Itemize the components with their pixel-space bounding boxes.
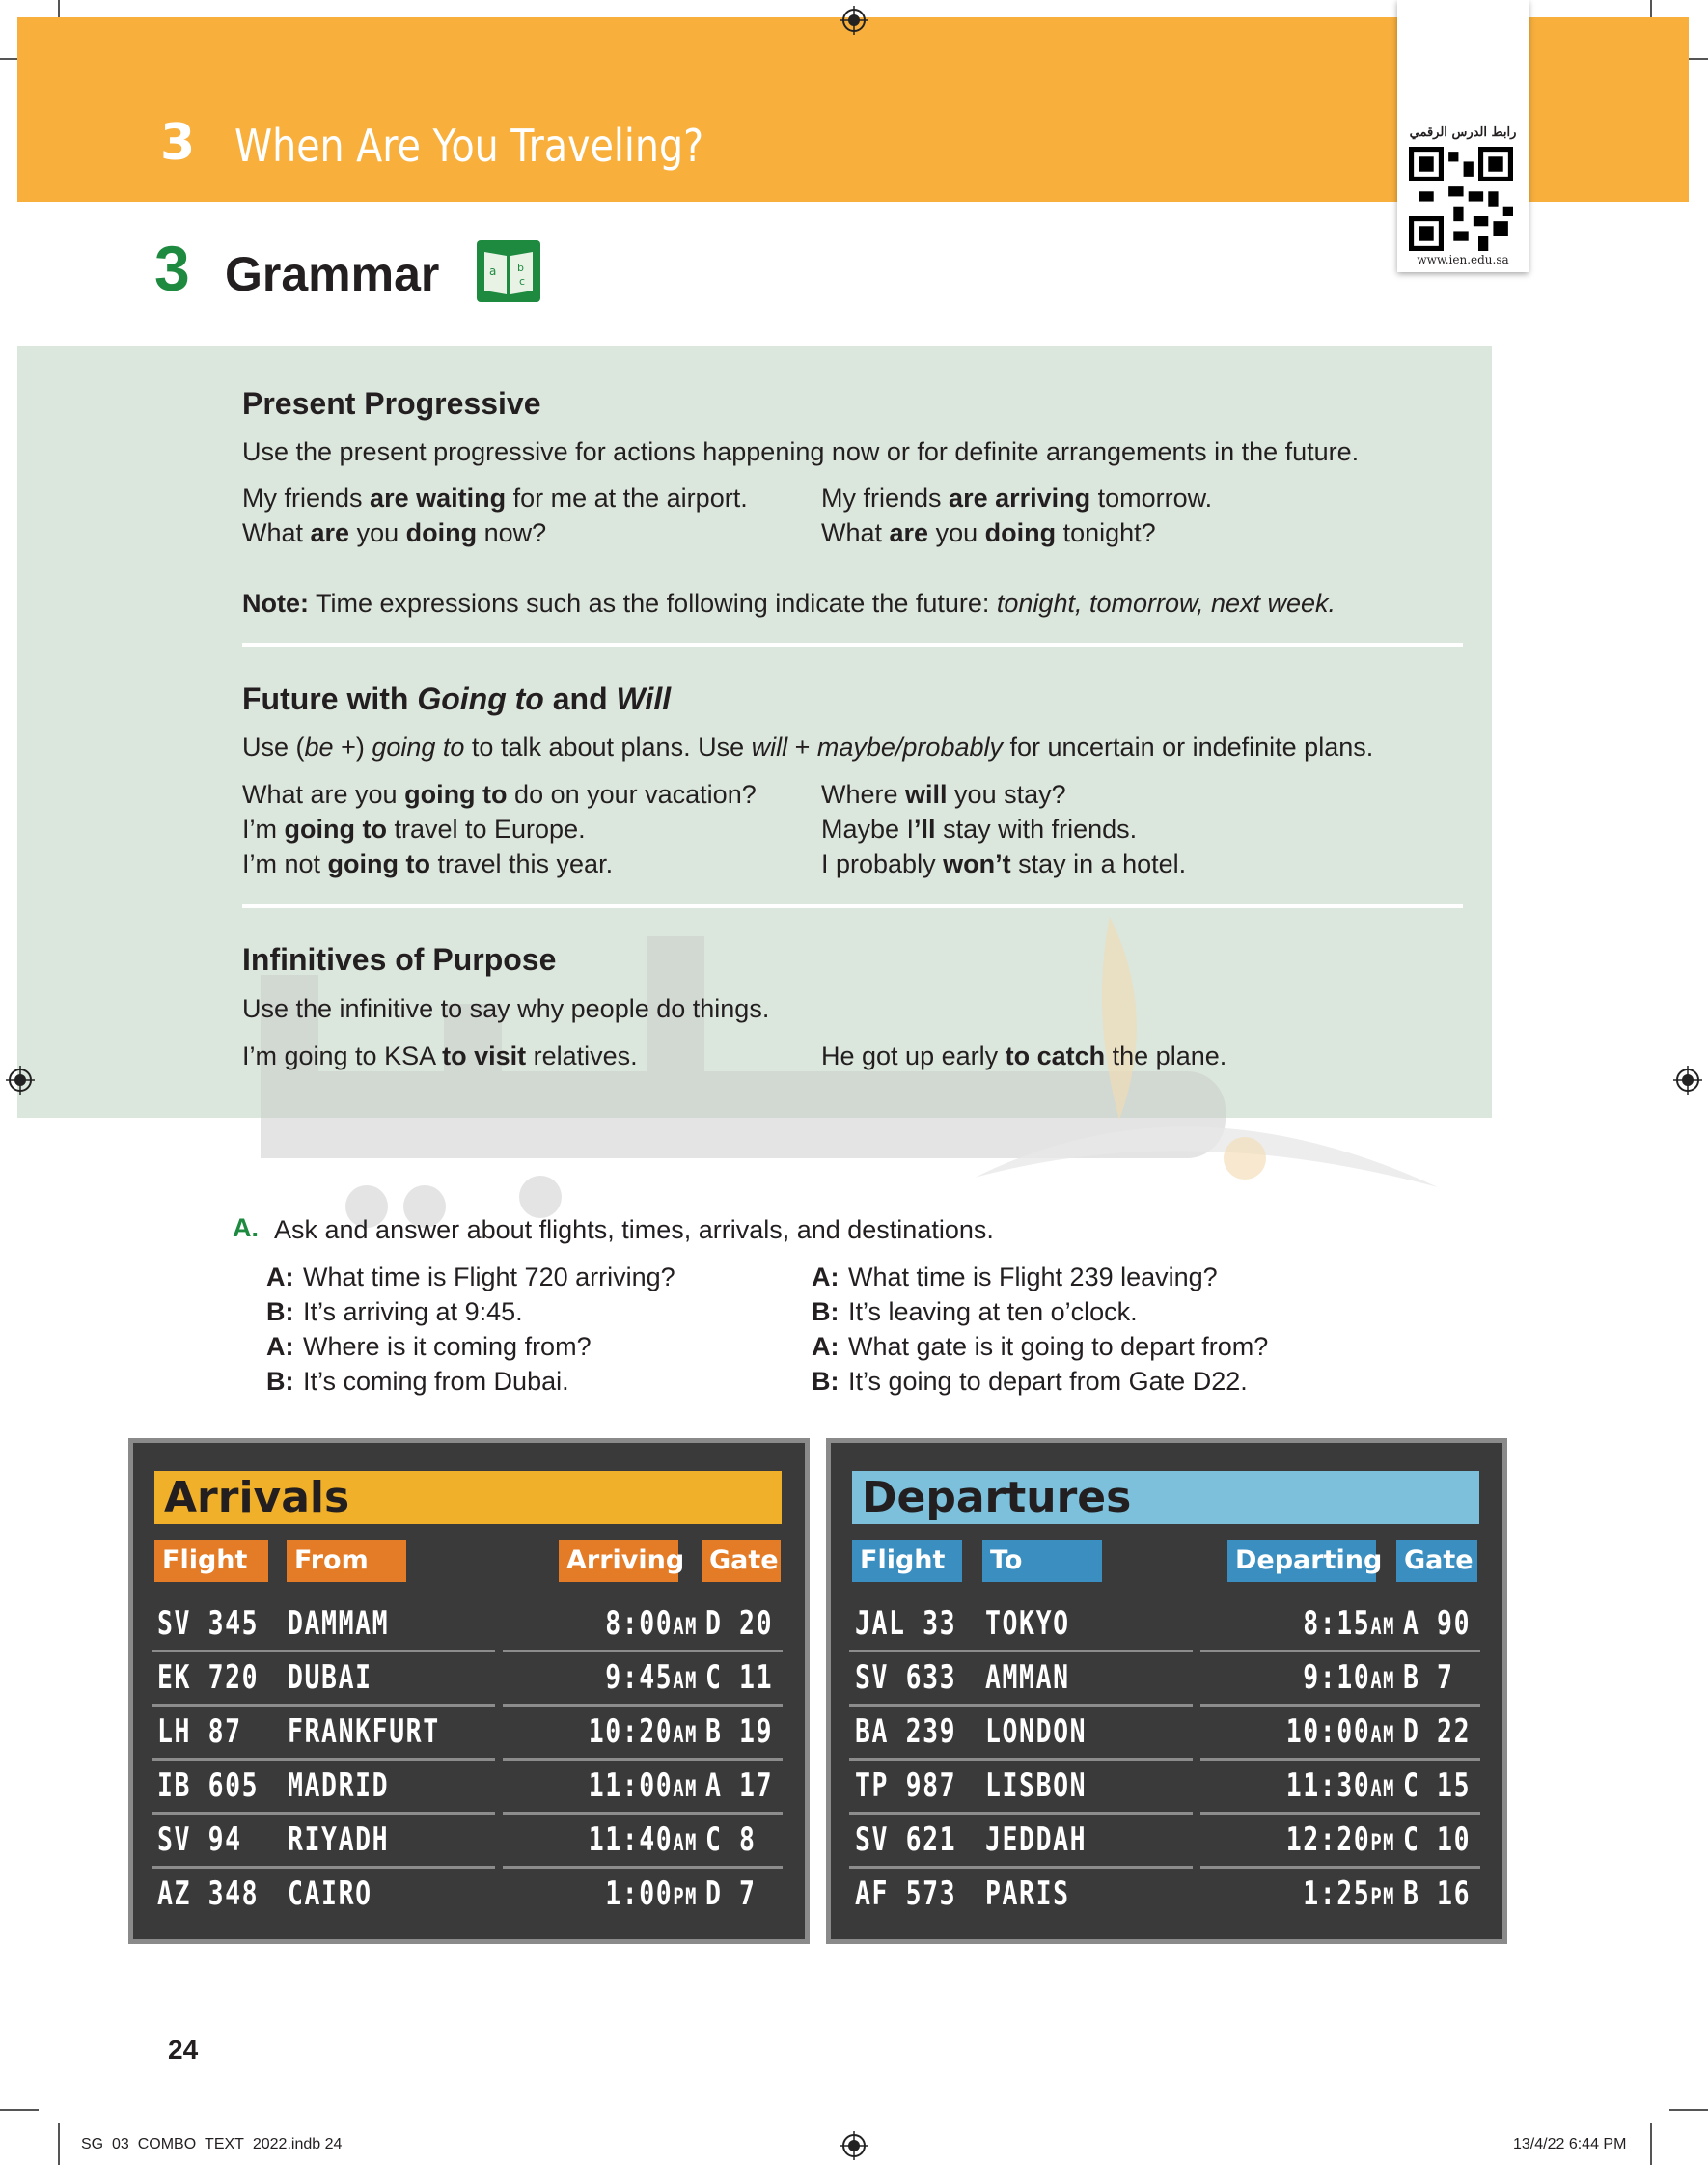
example-line <box>821 481 1212 515</box>
flight-city: AMMAN <box>985 1658 1070 1697</box>
flight-number: SV 621 <box>855 1820 957 1859</box>
example-text: stay with friends. <box>935 815 1138 844</box>
svg-text:b: b <box>517 262 524 274</box>
example-bold: going to <box>284 815 387 844</box>
row-divider <box>503 1650 783 1652</box>
flight-gate: C 8 <box>705 1820 757 1859</box>
svg-text:c: c <box>519 275 526 288</box>
qr-code-icon[interactable] <box>1409 147 1513 251</box>
dialogue-text: Where is it coming from? <box>303 1332 592 1361</box>
note-text: Time expressions such as the following indicate the future: <box>309 589 997 618</box>
unit-title: When Are You Traveling? <box>234 120 704 172</box>
rule-text: Use ( <box>242 733 305 762</box>
crop-mark <box>0 2109 39 2111</box>
speaker: A: <box>266 1332 294 1361</box>
flight-city: CAIRO <box>288 1874 372 1913</box>
dialogue-right <box>812 1260 1268 1399</box>
rule-italic: maybe/probably <box>816 733 1003 762</box>
departures-col-flight: Flight <box>852 1540 962 1582</box>
speaker: B: <box>812 1367 840 1396</box>
example-text: I’m <box>242 815 285 844</box>
arrivals-title: Arrivals <box>154 1471 782 1524</box>
departures-col-time: Departing <box>1227 1540 1376 1582</box>
flight-city: LISBON <box>985 1766 1088 1805</box>
row-divider <box>152 1650 495 1652</box>
example-bold: will <box>905 780 948 809</box>
exercise-letter: A. <box>233 1213 259 1242</box>
heading-text: Future with <box>242 681 418 716</box>
row-divider <box>1200 1866 1480 1869</box>
row-divider <box>152 1812 495 1815</box>
example-text: My friends <box>242 484 371 513</box>
example-line <box>242 481 748 515</box>
arrivals-col-time: Arriving <box>559 1540 678 1582</box>
flight-time: 1:25PM <box>1303 1874 1395 1913</box>
flight-gate: D 7 <box>705 1874 757 1913</box>
flight-city: TOKYO <box>985 1604 1070 1643</box>
row-divider <box>849 1812 1193 1815</box>
example-text: you <box>349 518 406 547</box>
example-text: for me at the airport. <box>506 484 748 513</box>
example-text: What <box>242 518 311 547</box>
unit-number: 3 <box>160 114 196 172</box>
flight-ampm: AM <box>673 1667 698 1694</box>
flight-city: JEDDAH <box>985 1820 1088 1859</box>
row-divider <box>849 1704 1193 1707</box>
example-bold: are arriving <box>949 484 1091 513</box>
section-title: Grammar <box>225 247 440 301</box>
example-bold: to visit <box>442 1041 527 1070</box>
example-text: Where <box>821 780 906 809</box>
rule-text: for uncertain or indefinite plans. <box>1003 733 1374 762</box>
example-text: My friends <box>821 484 950 513</box>
flight-gate: B 16 <box>1403 1874 1472 1913</box>
crop-mark <box>58 2123 60 2165</box>
flight-gate: A 17 <box>705 1766 774 1805</box>
example-text: you <box>928 518 985 547</box>
flight-city: DAMMAM <box>288 1604 390 1643</box>
speaker: A: <box>812 1332 840 1361</box>
dialogue-line <box>812 1364 1268 1399</box>
flight-city: DUBAI <box>288 1658 372 1697</box>
grammar-book-icon <box>475 238 542 304</box>
example-text: the plane. <box>1105 1041 1227 1070</box>
departures-col-gate: Gate <box>1396 1540 1477 1582</box>
row-divider <box>849 1650 1193 1652</box>
row-divider <box>1200 1704 1480 1707</box>
flight-gate: A 90 <box>1403 1604 1472 1643</box>
example-bold: are <box>889 518 929 547</box>
rule-text: +) <box>333 733 372 762</box>
dialogue-text: It’s coming from Dubai. <box>303 1367 569 1396</box>
future-heading <box>242 681 671 717</box>
row-divider <box>1200 1812 1480 1815</box>
example-bold: going to <box>404 780 508 809</box>
example-line <box>242 515 546 550</box>
flight-ampm: AM <box>673 1829 698 1856</box>
speaker: B: <box>812 1297 840 1326</box>
dialogue-line <box>812 1260 1268 1294</box>
example-line <box>242 777 757 812</box>
flight-ampm: AM <box>1370 1721 1395 1748</box>
example-text: travel this year. <box>430 849 614 878</box>
flight-number: SV 345 <box>157 1604 260 1643</box>
infinitives-rule: Use the infinitive to say why people do things. <box>242 994 770 1023</box>
example-line <box>242 847 613 881</box>
row-divider <box>503 1866 783 1869</box>
dialogue-text: What gate is it going to depart from? <box>848 1332 1269 1361</box>
flight-gate: D 20 <box>705 1604 774 1643</box>
flight-ampm: AM <box>673 1613 698 1640</box>
dialogue-line <box>266 1329 675 1364</box>
flight-ampm: PM <box>1370 1883 1395 1910</box>
example-line <box>242 1039 638 1073</box>
row-divider <box>1200 1758 1480 1761</box>
arrivals-col-gate: Gate <box>702 1540 781 1582</box>
rule-italic: be <box>304 733 334 762</box>
departures-title: Departures <box>852 1471 1479 1524</box>
flight-time: 10:20AM <box>588 1712 698 1751</box>
example-text: I probably <box>821 849 944 878</box>
flight-gate: C 15 <box>1403 1766 1472 1805</box>
flight-number: BA 239 <box>855 1712 957 1751</box>
registration-mark-icon <box>6 1066 35 1095</box>
arrivals-col-from: From <box>287 1540 406 1582</box>
flight-time: 12:20PM <box>1285 1820 1395 1859</box>
flight-number: JAL 33 <box>855 1604 957 1643</box>
example-bold: are waiting <box>370 484 507 513</box>
flight-city: PARIS <box>985 1874 1070 1913</box>
svg-text:a: a <box>489 264 497 278</box>
example-bold: are <box>310 518 350 547</box>
example-text: relatives. <box>526 1041 638 1070</box>
present-progressive-rule: Use the present progressive for actions happening now or for definite arrangements in the future. <box>242 437 1360 466</box>
flight-ampm: AM <box>1370 1775 1395 1802</box>
crop-mark <box>1650 2123 1652 2165</box>
flight-city: MADRID <box>288 1766 390 1805</box>
dialogue-text: It’s leaving at ten o’clock. <box>848 1297 1138 1326</box>
exercise-instruction: Ask and answer about flights, times, arrivals, and destinations. <box>274 1215 994 1244</box>
row-divider <box>1200 1650 1480 1652</box>
footer-date: 13/4/22 6:44 PM <box>1513 2136 1627 2152</box>
flight-number: SV 94 <box>157 1820 242 1859</box>
dialogue-line <box>812 1294 1268 1329</box>
flight-number: IB 605 <box>157 1766 260 1805</box>
flight-time: 8:00AM <box>605 1604 698 1643</box>
example-text: I’m not <box>242 849 328 878</box>
example-text: you stay? <box>947 780 1066 809</box>
flight-time: 8:15AM <box>1303 1604 1395 1643</box>
dialogue-line <box>266 1294 675 1329</box>
flight-number: EK 720 <box>157 1658 260 1697</box>
heading-italic: Going to <box>417 681 544 716</box>
example-bold: won’t <box>943 849 1011 878</box>
flight-time: 11:00AM <box>588 1766 698 1805</box>
note-line <box>242 586 1336 621</box>
speaker: A: <box>266 1263 294 1291</box>
row-divider <box>152 1758 495 1761</box>
example-text: tomorrow. <box>1090 484 1213 513</box>
flight-gate: C 10 <box>1403 1820 1472 1859</box>
example-text: What <box>821 518 890 547</box>
dialogue-line <box>266 1260 675 1294</box>
present-progressive-heading: Present Progressive <box>242 386 541 421</box>
dialogue-text: It’s arriving at 9:45. <box>303 1297 523 1326</box>
flight-gate: B 19 <box>705 1712 774 1751</box>
qr-caption: رابط الدرس الرقمي <box>1409 125 1517 140</box>
example-text: do on your vacation? <box>507 780 757 809</box>
example-line <box>821 515 1156 550</box>
flight-time: 10:00AM <box>1285 1712 1395 1751</box>
flight-ampm: AM <box>673 1721 698 1748</box>
footer-file: SG_03_COMBO_TEXT_2022.indb 24 <box>81 2136 343 2152</box>
example-line <box>821 847 1186 881</box>
example-text: I’m going to KSA <box>242 1041 443 1070</box>
speaker: B: <box>266 1367 294 1396</box>
qr-url[interactable]: www.ien.edu.sa <box>1417 253 1509 266</box>
rule-italic: will <box>751 733 788 762</box>
example-line <box>821 1039 1226 1073</box>
speaker: A: <box>812 1263 840 1291</box>
row-divider <box>503 1758 783 1761</box>
rule-text: + <box>787 733 817 762</box>
heading-italic: Will <box>616 681 672 716</box>
flight-ampm: AM <box>1370 1613 1395 1640</box>
crop-mark <box>1669 2109 1708 2111</box>
dialogue-line <box>266 1364 675 1399</box>
flight-city: RIYADH <box>288 1820 390 1859</box>
flight-time: 1:00PM <box>605 1874 698 1913</box>
row-divider <box>503 1812 783 1815</box>
registration-mark-icon <box>840 6 868 35</box>
rule-text: to talk about plans. Use <box>464 733 752 762</box>
example-line <box>821 777 1066 812</box>
flight-number: AF 573 <box>855 1874 957 1913</box>
flight-number: SV 633 <box>855 1658 957 1697</box>
flight-number: AZ 348 <box>157 1874 260 1913</box>
example-bold: doing <box>405 518 478 547</box>
example-text: He got up early <box>821 1041 1006 1070</box>
flight-time: 9:10AM <box>1303 1658 1395 1697</box>
dialogue-text: It’s going to depart from Gate D22. <box>848 1367 1248 1396</box>
registration-mark-icon <box>840 2131 868 2160</box>
divider <box>242 643 1463 647</box>
flight-gate: D 22 <box>1403 1712 1472 1751</box>
example-bold: going to <box>327 849 430 878</box>
flight-gate: B 7 <box>1403 1658 1454 1697</box>
example-text: now? <box>477 518 547 547</box>
page-number: 24 <box>168 2035 199 2065</box>
example-bold: to catch <box>1005 1041 1106 1070</box>
section-number: 3 <box>154 233 190 304</box>
flight-ampm: PM <box>1370 1829 1395 1856</box>
example-text: tonight? <box>1056 518 1156 547</box>
flight-city: LONDON <box>985 1712 1088 1751</box>
arrivals-col-flight: Flight <box>154 1540 268 1582</box>
future-rule <box>242 730 1373 764</box>
flight-number: TP 987 <box>855 1766 957 1805</box>
row-divider <box>849 1866 1193 1869</box>
row-divider <box>152 1866 495 1869</box>
row-divider <box>152 1704 495 1707</box>
note-examples: tonight, tomorrow, next week. <box>996 589 1336 618</box>
infinitives-heading: Infinitives of Purpose <box>242 942 557 977</box>
speaker: B: <box>266 1297 294 1326</box>
flight-time: 11:40AM <box>588 1820 698 1859</box>
dialogue-line <box>812 1329 1268 1364</box>
example-text: travel to Europe. <box>386 815 586 844</box>
dialogue-text: What time is Flight 239 leaving? <box>848 1263 1218 1291</box>
dialogue-left <box>266 1260 675 1399</box>
flight-number: LH 87 <box>157 1712 242 1751</box>
flight-city: FRANKFURT <box>288 1712 440 1751</box>
row-divider <box>849 1758 1193 1761</box>
example-text: What are you <box>242 780 405 809</box>
example-text: stay in a hotel. <box>1010 849 1187 878</box>
rule-italic: going to <box>372 733 465 762</box>
registration-mark-icon <box>1673 1066 1702 1095</box>
example-bold: doing <box>984 518 1057 547</box>
example-line <box>821 812 1137 847</box>
note-label: Note: <box>242 589 309 618</box>
example-text: Maybe I <box>821 815 915 844</box>
flight-time: 11:30AM <box>1285 1766 1395 1805</box>
example-line <box>242 812 586 847</box>
flight-ampm: AM <box>1370 1667 1395 1694</box>
flight-gate: C 11 <box>705 1658 774 1697</box>
flight-time: 9:45AM <box>605 1658 698 1697</box>
dialogue-text: What time is Flight 720 arriving? <box>303 1263 675 1291</box>
divider <box>242 904 1463 908</box>
departures-col-to: To <box>982 1540 1102 1582</box>
heading-text: and <box>543 681 617 716</box>
flight-ampm: PM <box>673 1883 698 1910</box>
row-divider <box>503 1704 783 1707</box>
flight-ampm: AM <box>673 1775 698 1802</box>
example-bold: ’ll <box>914 815 936 844</box>
